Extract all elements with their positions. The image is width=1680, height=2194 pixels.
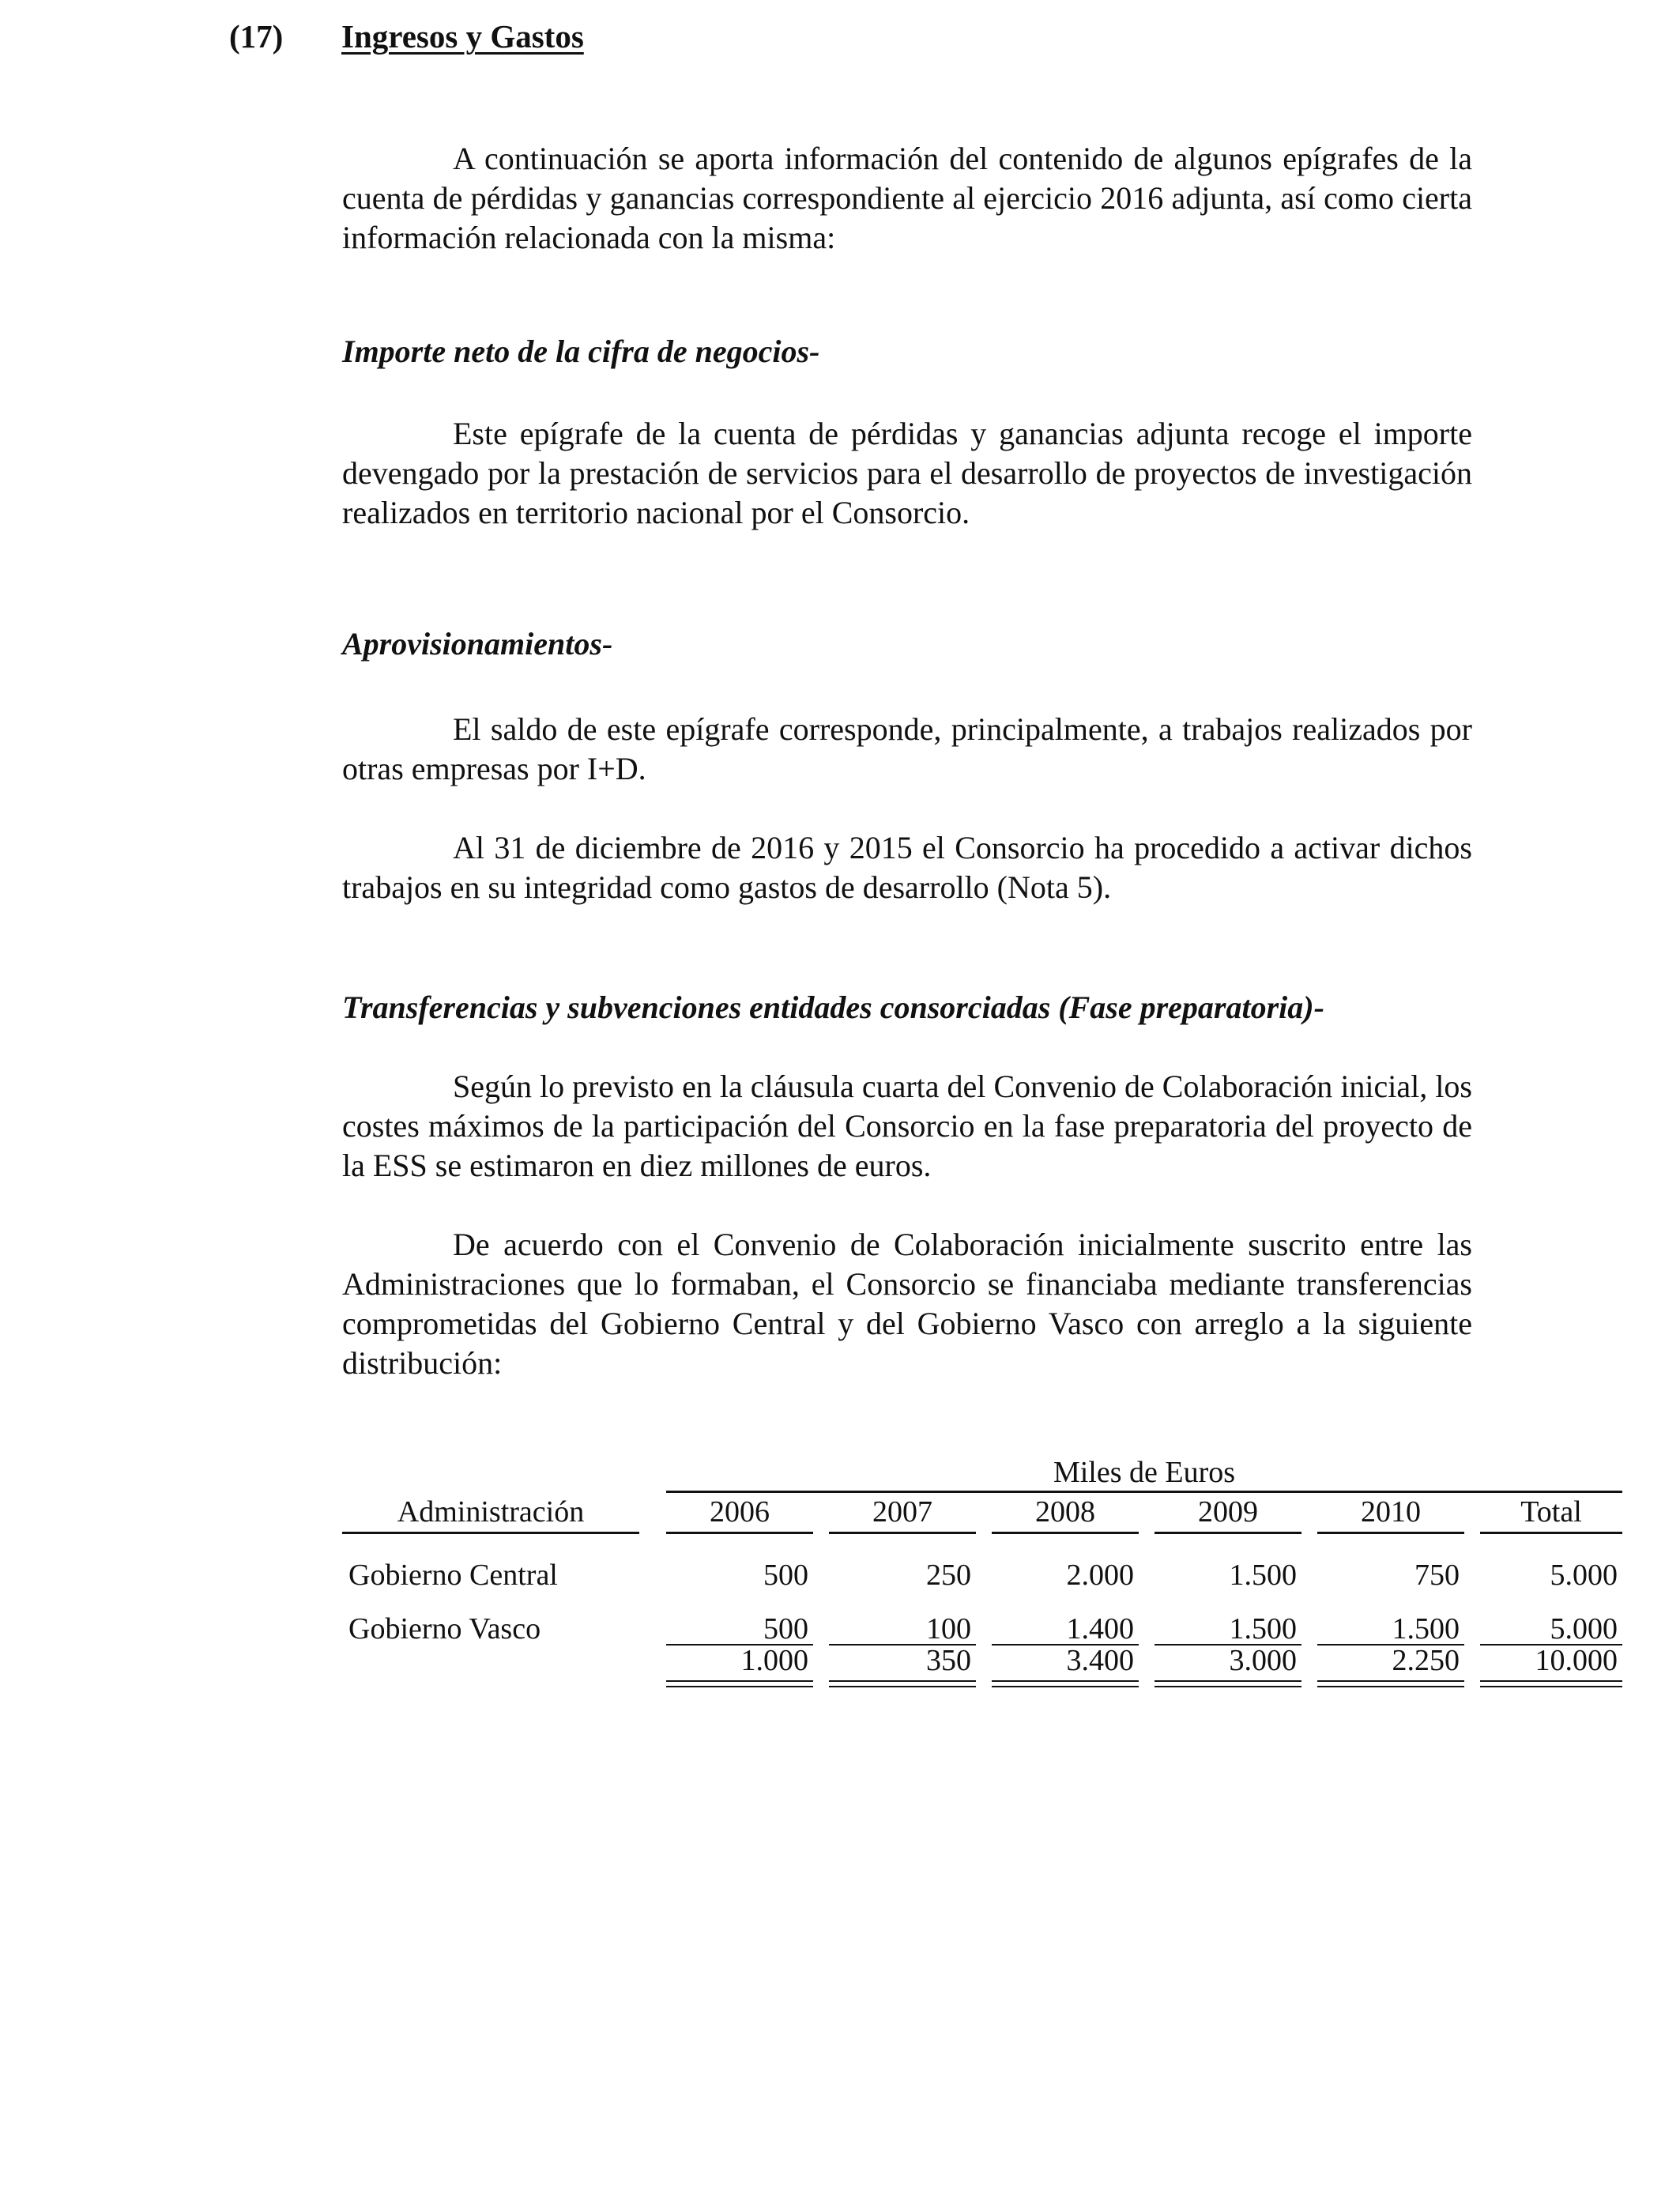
- header-rule: [992, 1532, 1139, 1534]
- paragraph-aprovisionamientos-1: El saldo de este epígrafe corresponde, principalmente, a trabajos realizados por otras empresas por I+D.: [342, 711, 1472, 786]
- row-label-gobierno-vasco: Gobierno Vasco: [348, 1612, 541, 1646]
- col-header-2007: 2007: [872, 1495, 932, 1529]
- row-label-gobierno-central: Gobierno Central: [348, 1559, 558, 1592]
- col-header-2009: 2009: [1198, 1495, 1258, 1529]
- paragraph-transferencias-2: De acuerdo con el Convenio de Colaboración inicialmente suscrito entre las Administraciones que lo formaban, el Consorcio se financiaba mediante transferencias comprometidas del Gobierno Central y del Gobierno Vasco con arreglo a la siguiente distribución:: [342, 1227, 1472, 1381]
- total-double-rule: [666, 1686, 813, 1687]
- table-cell: 1.400: [1066, 1612, 1134, 1646]
- table-total-cell: 350: [926, 1644, 971, 1677]
- total-double-rule: [992, 1686, 1139, 1687]
- col-header-2006: 2006: [710, 1495, 770, 1529]
- table-cell: 750: [1414, 1559, 1460, 1592]
- subheading-transferencias: Transferencias y subvenciones entidades consorciadas (Fase preparatoria)-: [342, 990, 1324, 1025]
- section-number: (17): [229, 18, 284, 55]
- col-header-2008: 2008: [1035, 1495, 1095, 1529]
- col-header-total: Total: [1520, 1495, 1582, 1529]
- header-rule: [1317, 1532, 1464, 1534]
- unit-header-rule: [666, 1491, 1622, 1493]
- header-rule: [342, 1532, 639, 1534]
- table-cell: 500: [763, 1559, 808, 1592]
- row-header: Administración: [397, 1495, 585, 1529]
- total-double-rule: [1155, 1680, 1301, 1682]
- total-double-rule: [829, 1680, 976, 1682]
- unit-header: Miles de Euros: [1053, 1456, 1236, 1489]
- table-cell: 5.000: [1550, 1559, 1618, 1592]
- table-cell: 250: [926, 1559, 971, 1592]
- table-cell: 500: [763, 1612, 808, 1646]
- header-rule: [829, 1532, 976, 1534]
- table-cell: 1.500: [1392, 1612, 1460, 1646]
- total-double-rule: [1155, 1686, 1301, 1687]
- total-double-rule: [666, 1680, 813, 1682]
- table-cell: 1.500: [1229, 1559, 1297, 1592]
- subheading-importe-neto: Importe neto de la cifra de negocios-: [342, 334, 820, 369]
- section-title: Ingresos y Gastos: [341, 18, 584, 55]
- table-cell: 1.500: [1229, 1612, 1297, 1646]
- total-double-rule: [992, 1680, 1139, 1682]
- table-total-cell: 3.400: [1066, 1644, 1134, 1677]
- header-rule: [1480, 1532, 1622, 1534]
- table-cell: 100: [926, 1612, 971, 1646]
- paragraph-transferencias-1: Según lo previsto en la cláusula cuarta del Convenio de Colaboración inicial, los costes máximos de la participación del Consorcio en la fase preparatoria del proyecto de la ESS se estimaron en diez millones de euros.: [342, 1069, 1472, 1183]
- total-double-rule: [829, 1686, 976, 1687]
- total-double-rule: [1480, 1680, 1622, 1682]
- header-rule: [1155, 1532, 1301, 1534]
- table-total-cell: 2.250: [1392, 1644, 1460, 1677]
- total-double-rule: [1480, 1686, 1622, 1687]
- table-cell: 5.000: [1550, 1612, 1618, 1646]
- header-rule: [666, 1532, 813, 1534]
- section-heading: [229, 16, 584, 57]
- intro-paragraph: A continuación se aporta información del contenido de algunos epígrafes de la cuenta de pérdidas y ganancias correspondiente al ejercicio 2016 adjunta, así como cierta información relacionada con la misma:: [342, 141, 1472, 255]
- table-total-cell: 3.000: [1229, 1644, 1297, 1677]
- total-double-rule: [1317, 1680, 1464, 1682]
- distribution-table: [342, 1454, 1622, 1707]
- col-header-2010: 2010: [1361, 1495, 1421, 1529]
- total-double-rule: [1317, 1686, 1464, 1687]
- paragraph-aprovisionamientos-2: Al 31 de diciembre de 2016 y 2015 el Consorcio ha procedido a activar dichos trabajos en su integridad como gastos de desarrollo (Nota 5).: [342, 830, 1472, 905]
- subheading-aprovisionamientos: Aprovisionamientos-: [342, 626, 613, 662]
- paragraph-importe-neto: Este epígrafe de la cuenta de pérdidas y ganancias adjunta recoge el importe devengado por la prestación de servicios para el desarrollo de proyectos de investigación realizados en territorio nacional por el Consorcio.: [342, 416, 1472, 530]
- table-total-cell: 10.000: [1535, 1644, 1618, 1677]
- table-total-cell: 1.000: [740, 1644, 808, 1677]
- table-cell: 2.000: [1066, 1559, 1134, 1592]
